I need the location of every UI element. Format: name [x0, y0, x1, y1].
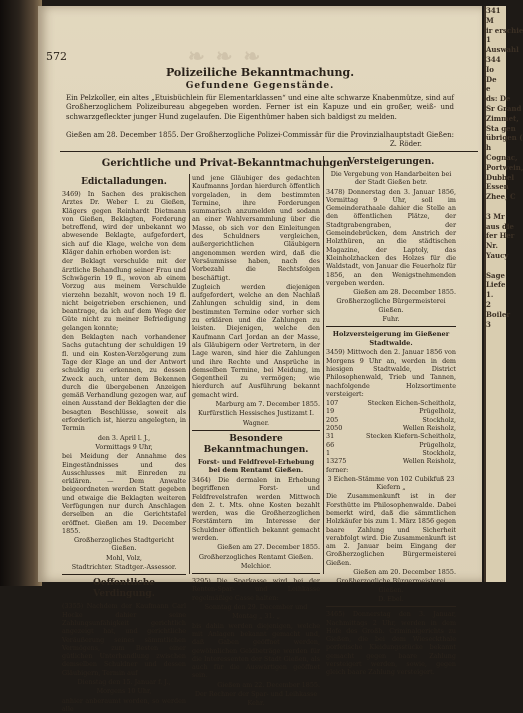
facing-page-fragment: Zhee, C	[486, 192, 516, 202]
facing-page-fragment: Portwein,	[486, 162, 523, 172]
forest-subheading: Forst- und Feldfrevel-Erhebung bei dem Rentamt Gießen.	[197, 457, 315, 475]
facing-page-fragment: 3 Mr	[486, 211, 505, 221]
wood-list-row	[326, 441, 456, 449]
wood-list-row	[326, 432, 456, 440]
column-2	[192, 174, 320, 708]
authority-name: Großherzogliche Bürgermeisterei Gießen.	[336, 297, 446, 314]
notice-date: Marburg am 7. December 1855.	[215, 400, 320, 409]
wood-quantity: 13275	[326, 457, 347, 466]
facing-page-fragment: Sr Grand	[486, 103, 522, 113]
facing-page-fragment: 3	[486, 319, 491, 329]
special-notices-heading: Besondere Bekanntmachungen.	[203, 433, 309, 455]
facing-page-fragment: Zimmet,	[486, 113, 519, 123]
court-signature: Mohl, Volz,	[106, 553, 142, 562]
facing-page-fragment: 341	[486, 6, 501, 15]
column-divider-1	[189, 174, 190, 574]
column-divider-2	[323, 156, 324, 574]
banner-ornament: ❧ ❧ ❧	[188, 44, 263, 68]
creditor-paragraph: und jene Gläubiger des gedachten Kaufmanns Jordan hierdurch öffentlich vorgeladen, in dem bestimmten Termine, ihre Forderungen summarisch anzumelden und sodann an einer Wahlversammlung über die Masse, ob sich vor den Einleitungen des Schuldners vergleichen, außergerichtlichen Gläubigern angenommen werden wird, daß die Versäumnisse haben, nach des Vorbezahl die Rechtsfolgen beschäftigt.	[192, 174, 320, 282]
schedule-line: Sonntag den 29. December und	[204, 603, 308, 612]
clothing-auction-paragraph: 3465) Donnerstag den 3. Januar, Nachmittags 2 Uhr, werden in dem Hofe des Großh. Criminalgerichts zu Gießen, die bei dem Wieseckthale porfetische Kleidungsstücke bekannt gemacht gegen baare Zahlung versteigert werden, sowie, gegen gleich baare Zahlung versteigert.	[326, 610, 456, 677]
divider	[326, 606, 456, 607]
wood-quantity: 2050	[326, 424, 343, 433]
wood-type: Wellen Reisholz,	[402, 457, 456, 466]
edictal-paragraph: bei Meidung der Annahme des Eingeständnisses und des Ausschlusses mit Einreden zu erklären. — Dem Anwalte beigeordneten werden Statt gegeben und etwaige die Beklagten weiteren Verfügungen nur durch Anschlagen derselben an die Gerichtstafel eröffnet. Gießen am 19. December 1855.	[62, 452, 186, 535]
wood-quantity: 31	[326, 432, 335, 441]
term-time: Vormittags 9 Uhr,	[95, 442, 153, 451]
savings-paragraph: bis dahin werden diejenigen, welche mit Anlagen bekannt gemacht und, daß Gaben geöffnet werden, gewöhnlichen Geldbeträge werden für die Interessenten der Stadt Gießen, als auch für die Auswärtigen geöffnet sein.	[192, 621, 320, 680]
verdingung-heading: Oeffentliche Verdingung.	[93, 578, 155, 600]
wood-ferner: ferner:	[326, 465, 349, 474]
verdingung-paragraph: anhier anberaumt worden, so werden alle	[62, 696, 186, 713]
wood-quantity: 205	[326, 415, 339, 424]
notice-date: Gießen am 27. December 1855.	[217, 543, 320, 552]
facing-page-fragment	[486, 202, 506, 212]
wood-extra: 3 Eichen-Stämme von 102 Cubikfuß 23 Kiefern „	[327, 474, 455, 492]
facing-page-fragment: 1	[486, 35, 491, 45]
auction-subject: Die Vergebung von Handarbeiten bei der Stadt Gießen betr.	[330, 170, 452, 187]
wood-quantity: 1	[326, 448, 331, 457]
wood-list-row	[326, 457, 456, 465]
notice-date: Gießen am 22. December 1855.	[217, 680, 320, 689]
term-date: Dienstag den 15. Januar f. J.,	[77, 678, 171, 687]
creditor-paragraph: Zugleich werden diejenigen aufgefordert, welche an den Nachlaß Zahlungen schuldig sind, in dem bestimmten Termine oder vorher sich zu erklären und die Zahlungen zu leisten. Diejenigen, welche den Kaufmann Carl Jordan an der Masse, als Gläubigern oder Vertretern, in der Lage waren, sind hier die Zahlungen und ihre Rechte und Ansprüche in demselben Termine, bei Meidung, im Gegentheil zu vermögen; wie hierdurch auf Ausführung bekannt gemacht wird.	[192, 282, 320, 399]
wood-type: Prügelholz,	[419, 440, 456, 449]
authority-name: Großherzogliche Bürgermeisterei Gießen.	[336, 577, 446, 594]
facing-page-fragment: Dubbel	[486, 172, 515, 182]
facing-page-fragment: Yaucy	[486, 250, 509, 260]
facing-page-fragment: De	[486, 74, 497, 84]
wood-list	[326, 399, 456, 465]
facing-page-fragment: 1.	[486, 290, 494, 300]
auctions-heading: Versteigerungen.	[347, 157, 435, 167]
wood-type: Stockholz,	[422, 448, 456, 457]
wood-quantity: 19	[326, 407, 335, 416]
facing-page-fragment: Essen	[486, 182, 509, 192]
wood-type: Stockholz,	[422, 415, 456, 424]
verdingung-paragraph: (3355) Nachdem der Kaufmann Carl Hocke dahier seine Zahlungsunfähigkeit gerichtlich angezeigt hat, und gerichtliche Veräußerung seines sämmtlichen Vermögens, zum Besten einer gütlichen Unterhandlung zwischen demselben Schuldner und dessen Gläubigern, Termin auf	[62, 602, 186, 677]
auction-paragraph: 3478) Donnerstag den 3. Januar 1856, Vormittag 9 Uhr, soll im Gemeinderathaale dahier die Stelle an den öffentlichen Plätze, der Stadtgrabengraben, der Gemeindebrücken, dem Anstrich der Holzthüren, an die städtischen Magazine, der Laptoly, das Kleinholzhacken des Holzes für die Waldstadt, von Januar die Feuerholz für 1856, an den Wenigstnehmenden vergeben werden.	[326, 187, 456, 287]
wood-type: Prügelholz,	[419, 407, 456, 416]
wood-quantity: 107	[326, 399, 339, 408]
authority-signature: D. Ebel.	[378, 594, 404, 603]
term-time: Morgens 10 Uhr,	[96, 687, 152, 696]
police-notice-date: Gießen am 28. December 1855.	[66, 131, 179, 139]
authority-name: Der Rechner der Spar- und Leihkasse	[194, 690, 318, 699]
term-date: den 3. April l. J.,	[97, 433, 151, 442]
wood-type: Wellen Reisholz,	[402, 424, 456, 433]
section-header: Gerichtliche und Privat-Bekanntmachungen	[101, 158, 351, 169]
facing-page-fragment: ds: De	[486, 94, 511, 104]
facing-page-fragment: Sta gen	[486, 123, 516, 133]
wood-auction-heading: Holzversteigerung im Gießener Stadtwalde.	[332, 330, 450, 347]
facing-page-fragment: 2	[486, 299, 491, 309]
authority-signature: Kehr.	[247, 699, 265, 708]
court-name: Kurfürstlich Hessisches Justizamt I.	[198, 409, 314, 418]
edictal-paragraph: 3469) In Sachen des prakischen Arztes Dr. Weber I. zu Gießen, Klägers gegen Reinhardt Dietmann von Gießen, Beklagten, Forderung betreffend, wird der unbekannt wo abwesende Beklagte, aufgefordert, sich auf die Klage, welche von dem Kläger dahin erhoben worden ist:	[62, 190, 186, 257]
wood-list-row	[326, 449, 456, 457]
facing-page-fragment: Nr.	[486, 241, 498, 251]
facing-page-fragment: Boiler	[486, 309, 511, 319]
facing-page-fragment: M	[486, 15, 494, 25]
newspaper-page	[38, 6, 482, 713]
notice-date: Gießen am 28. December 1855.	[353, 288, 456, 297]
facing-page-fragment: Io	[486, 64, 494, 74]
wood-type: Stecken Eichen-Scheitholz,	[367, 399, 456, 408]
forest-paragraph: 3464) Die dermalen in Erhebung begriffenen Forst- und Feldfrevelstrafen werden Mittwoch den 2. t. Mts. ohne Kosten bezahlt werden, was die Großherzoglichen Forstämtern im Interesse der Schuldner öffentlich bekannt gemacht werden.	[192, 475, 320, 542]
facing-page-edge	[484, 6, 523, 582]
facing-page-fragment	[486, 261, 506, 271]
police-notice-authority: Der Großherzogliche Polizei-Commissär für die Provinzialhauptstadt Gießen:	[180, 131, 454, 139]
divider	[326, 326, 456, 327]
facing-page-fragment: Auswahl	[486, 45, 519, 55]
police-notice-body: Ein Pelzkoller, ein altes „Etuisbüchlein für Elementarklassen“ und eine alte schwarze Knabenmütze, sind auf Großherzoglichem Polizeibureau abgegeben worden. Ferner ist ein Kapuze und ein großer, weiß- und schwarzgefleckter junger Hund zugelaufen. Die Eigenthümer haben sich baldigst zu melden.	[66, 94, 454, 121]
facing-page-fragment: aus die	[486, 221, 515, 231]
page-number: 572	[46, 50, 67, 63]
edictal-paragraph: der Beklagt verschulde mit der ärztliche Behandlung seiner Frau und Schwägerin 19 fl., wovon ab einem Vorzug aus meinem Verschulde vierzehn bezahlt, wovon noch 19 fl. nicht beigetrieben erschienen, und beantrage, da ich auf dem Wege der Güte nicht zu meiner Befriedigung gelangen konnte;	[62, 257, 186, 332]
authority-signature: Melchior.	[240, 561, 272, 570]
wood-list-row	[326, 407, 456, 415]
notice-date: Gießen am 20. December 1855.	[353, 568, 456, 577]
wood-type: Stecken Kiefern-Scheitholz,	[365, 432, 456, 441]
wood-list-row	[326, 424, 456, 432]
edictal-paragraph: den Beklagten nach vorhandener Sachs gutachtung der schuldigen 19 fl. und ein Kosten-Verzögerung zum Tage der Klage an und der Antwort schuldig zu erkennen, zu dessen Zweck auch, unter dem Bekennen durch die übergebenen Anzeigen gemäß Verhandlung gezogen war, auf einen Ausstand der Beklagten der die besagten Beschlüsse, soweit als erforderlich ist, hierzu angelegten, in Termin	[62, 333, 186, 433]
facing-page-fragment: h	[486, 143, 492, 153]
wood-quantity: 66	[326, 440, 335, 449]
facing-page-fragment: ir erschie	[486, 25, 523, 35]
authority-signature: Fuhr.	[382, 315, 400, 324]
court-signature: Wagner.	[242, 418, 270, 427]
edictal-heading: Edictalladungen.	[81, 177, 167, 187]
savings-paragraph: 3295) Die Sparkasse wird bei der Renten-Spar- und Leihkasse regelmäßige Casse halten:	[192, 577, 320, 602]
column-3	[326, 154, 456, 677]
facing-page-fragment: Sage	[486, 270, 505, 280]
authority-name: Großherzogliches Rentamt Gießen.	[198, 552, 314, 561]
facing-page-fragment: übrigen (	[486, 133, 523, 143]
facing-page-fragment: 344	[486, 54, 501, 64]
divider	[192, 430, 320, 431]
book-binding	[0, 0, 42, 586]
divider	[62, 574, 186, 575]
wood-list-row	[326, 399, 456, 407]
police-notice-signature: Z. Röder.	[389, 140, 422, 148]
facing-page-fragment: e	[486, 84, 491, 94]
police-notice-subtitle: Gefundene Gegenstände.	[185, 81, 335, 91]
facing-page-fragment: Liefe	[486, 280, 506, 290]
schedule-line: Montag „ 31. „	[232, 612, 280, 621]
court-roles: Stadtrichter. Stadtger.-Assessor.	[71, 563, 177, 572]
divider	[192, 573, 320, 574]
facing-page-fragment: Cognac,	[486, 152, 518, 162]
wood-list-row	[326, 416, 456, 424]
wood-auction-paragraph: 3459) Mittwoch den 2. Januar 1856 von Morgens 9 Uhr an, werden in dem hiesigen Stadtwalde, District Philosophenwald, Trieb und Tannen, nachfolgende Holzsortimente versteigert:	[326, 348, 456, 398]
wood-auction-paragraph: Die Zusammenkunft ist in der Forsthütte im Philosophenwalde. Dabei bemerkt wird, daß die sämmtlichen Holzkäufer bis zum 1. März 1856 gegen baare Zahlung und Sicherheit verabfolgt wird. Die Zusammenkunft ist am 2. Januar beim Eingang der Großherzoglichen Bürgermeisterei Gießen.	[326, 492, 456, 567]
column-1	[62, 174, 186, 713]
police-notice-title: Polizeiliche Bekanntmachung.	[165, 66, 355, 79]
court-name: Großherzogliches Stadtgericht Gießen.	[73, 536, 175, 553]
facing-page-fragment: fer Her	[486, 231, 515, 241]
section-rule	[60, 151, 478, 152]
